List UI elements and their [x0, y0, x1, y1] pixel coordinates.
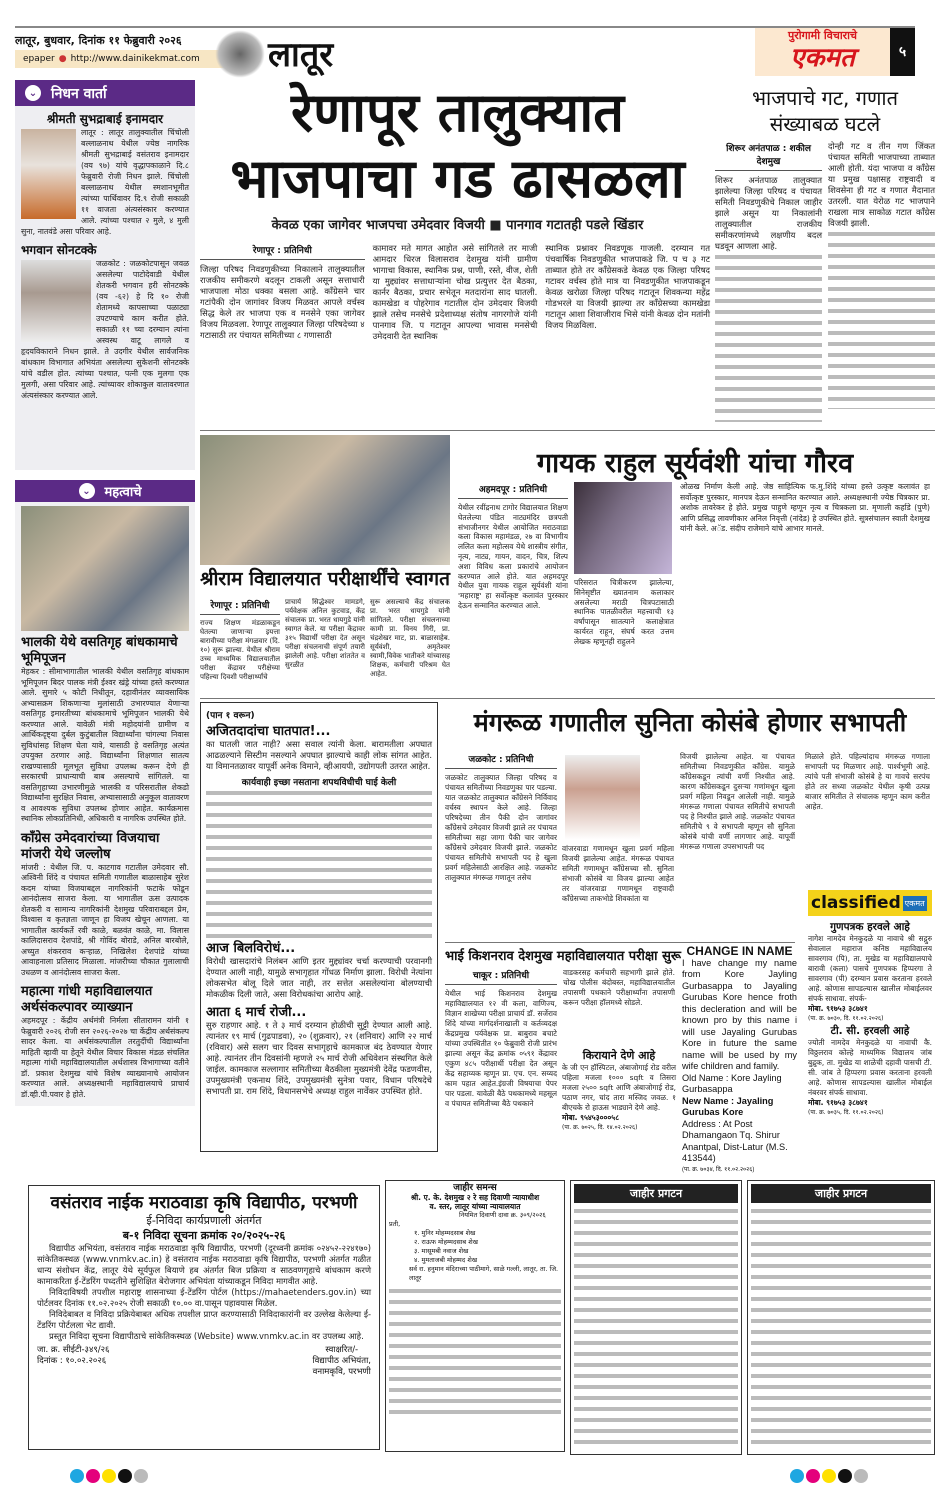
bhai-headline: भाई किशनराव देशमुख महाविद्यालयात परीक्षा सुरू [445, 949, 681, 964]
continued-label: (पान १ वरून) [206, 711, 255, 721]
tender-text: निविदाविषयी तपशील महाराष्ट्र शासनाच्या ई-टेंडरिंग पोर्टल (https://mahaetenders.gov.in) च्या पोर्टलवर दिनांक ११.०२.२०२५ रोजी सकाळी १०.०० वा.पासून पहावयास मिळेल. [37, 1287, 371, 1308]
color-registration-marks [790, 1468, 870, 1487]
color-registration-marks [70, 1468, 150, 1487]
mangrul-col-2: वांजरवाडा गणामधून खुला प्रवर्ग महिला विजयी झालेल्या आहेत. मंगरूळ पंचायत समिती गणामधून काँग्रेसच्या सौ. सुनिता संभाजी कोसंबे या विजय झाल्या आहेत तर वांजरवाडा गणामधून राष्ट्रवादी काँग्रेसच्या ताकभोडे शिवकांता या [562, 844, 674, 903]
lead-col-1: जिल्हा परिषद निवडणुकीच्या निकालाने तालुक्यातील राजकीय समीकरणे बदलून टाकली असून सत्ताधारी भाजपाला मोठा धक्का बसला आहे. काँग्रेसने चार गटांपैकी दोन जागांवर विजय मिळवत आपले वर्चस्व सिद्ध केले तर भाजपा एक व मनसेने एका जागेवर विजय मिळवला. रेणापूर तालुक्यात जिल्हा परिषदेच्या ४ गटासाठी तर पंचायत समितीच्या ८ गणासाठी [200, 264, 365, 340]
tender-sign: वनामकृवि, परभणी [312, 1367, 371, 1377]
dateline: लातूर, बुधवार, दिनांक ११ फेब्रुवारी २०२६ [15, 34, 182, 47]
new-name: New Name : Jayaling Gurubas Kore [682, 1095, 774, 1117]
tender-sign: विद्यापीठ अभियंता, [312, 1356, 371, 1366]
tender-sub1: ई-निविदा कार्यप्रणाली अंतर्गत [146, 1214, 262, 1227]
cont-text: सुरु राहणार आहे. १ ते ३ मार्च दरम्यान होळीची सुट्टी देण्यात आली आहे. त्यानंतर १९ मार्च (गुढपाडवा), २० (शुक्रवार), २१ (शनिवार) आणि २२ मार्च (रविवार) असे सलग चार दिवस सभागृहाचे कामकाज बंद ठेवण्यात येणार आहे. त्यानंतर तीन दिवसांनी म्हणजे २५ मार्च रोजी अधिवेशन संस्थगित केले जाईल. कामकाज सल्लागार समितीच्या बैठकीला मुख्यमंत्री देवेंद्र फडणवीस, उपमुख्यमंत्री एकनाथ शिंदे, उपमुख्यमंत्री सुनेत्रा पवार, विधान परिषदेचे सभापती प्रा. राम शिंदे, विधानसभेचे अध्यक्ष राहुल नार्वेकर उपस्थित होते. [206, 1020, 432, 1096]
left-column [15, 80, 195, 1106]
classified-text: ज्योती नामदेव मेनकुदळे या नावाची कै. विठ्ठलराव कोल्हे माध्यमिक विद्यालय जांब बुद्रुक, ता. मुखेड या शाळेची दहावी पासची टी. सी. जांब ते हिप्परगा प्रवास करताना हरवली आहे. कोणास सापडल्यास खालील मोबाईल नंबरवर संपर्क साधावा. [808, 1038, 932, 1097]
page-number: ५ [890, 28, 915, 76]
lead-headline-line2: भाजपाचा गड ढासळला [230, 147, 685, 210]
singer-col-1 [458, 482, 568, 696]
name-change-ad [682, 944, 797, 1173]
brand-tagline: पुरोगामी विचाराचे [787, 29, 858, 42]
brand-logo [755, 28, 890, 76]
tender-sub2: ब-१ निविदा सूचना क्रमांक २०/२०२५-२६ [122, 1229, 286, 1242]
summons-to: प्रती, [389, 1220, 401, 1228]
tender-text: प्रस्तुत निविदा सूचना विद्यापीठाचे सांकेतिकस्थळ (Website) www.vnmkv.ac.in वर उपलब्ध आहे. [49, 1331, 364, 1341]
bhai-col-2: वाडकरसह कर्मचारी सहभागी झाले होते. चोख पोलीस बंदोबस्त, महाविद्यालयातील तपासणी पथकाने परीक्षार्थ्यांना तपासणी करून परीक्षा हॉलमध्ये सोडले. [563, 968, 675, 1007]
divider [200, 430, 935, 431]
classified-phone: मोबा. ९१७५३ ३८७४१ [808, 1098, 868, 1107]
epaper-label: epaper [23, 54, 55, 64]
address: Address : At Post Dhamangaon Tq. Shirur Anantpal, Dist-Latur (M.S. 413544) [682, 1118, 788, 1163]
byline: रेणापूर : प्रतिनिधी [200, 598, 280, 615]
obit-name-2: भगवान सोनटक्के [21, 243, 97, 257]
summons-party: १. मुनिर मोहम्मदसाब शेख [414, 1229, 476, 1237]
summons-party: ३. मासूमबी नवाज शेख [414, 1247, 469, 1255]
story-text: मांजरी : येथील जि. प. काटगाव गटातील उमेदवार सौ. अश्विनी शिंदे व पंचायत समिती गणातील बाळासाहेब सुरेश कदम यांच्या विजयाबद्दल नागरिकांनी फटाके फोडून आनंदोत्सव साजरा केला. या भागातील ऊस उत्पादक शेतकरी व सामान्य नागरिकांनी देशमुख परिवाराबद्दल प्रेम, विश्वास व कृतज्ञता जाणून हा विजय खेचून आणला. या भागातील कार्यकर्ते रवी काळे, बळवंत काळे, मा. विलास कालिदासराव देशपांडे, श्री गोविंद बोराडे, अनिल बारबोले, अच्युत शंकरराव कऱ्हाळ, निखिलेश देशपांडे यांच्या आवाहनाला प्रतिसाद मिळाला. मांजरीच्या चौकात गुलालाची उधळण व आनंदोत्सव साजरा केला. [21, 862, 189, 977]
summons-case: नियमित दिवाणी दावा क्र. ३०९/२०२६ [459, 1211, 546, 1219]
lead-col-3: स्थानिक प्रश्नावर निवडणूक गाजली. दरम्यान गत पंचवार्षिक निवडणुकीत भाजपाकडे जि. प च ३ गट ताब्यात होते तर काँग्रेसकडे केवळ एक जिल्हा परिषद गटावर वर्चस्व होते मात्र या निवडणुकीत भाजपाकडून केवळ खरोळा जिल्हा परिषद गटातून शिवकन्या महेंद्र गोडभरले या विजयी झाल्या तर काँग्रेसच्या कामखेडा गटातून आशा शिवाजीराव भिसे यांनी केवळ दोन मतांनी विजय मिळविला. [545, 243, 710, 330]
continued-box [200, 702, 438, 1152]
notice-title: जाहीर प्रगटन [751, 1184, 931, 1203]
obit-text-2: जळकोट : जळकोटपासून जवळ असलेल्या पाटोदेवाडी येथील शेतकरी भगवान हरी सोनटक्के (वय -६२) हे दि १० रोजी शेतामध्ये कापसाच्या पळाट्या उपटण्याचे काम करीत होते. सकाळी ११ च्या दरम्यान त्यांना अस्वस्थ वाटू लागले व हृदयविकाराने निधन झाले. ते उदगीर येथील सार्वजनिक बांधकाम विभागात अभियंता असलेल्या सुकेशनी सोनटक्के यांचे वडील होत. त्यांच्या पश्चात, पत्नी एक मुलगा एक मुलगी, असा परिवार आहे. त्यांच्यावर शोकाकुल वातावरणात अंत्यसंस्कार करण्यात आले. [21, 259, 189, 400]
obit-text-1: लातूर : लातूर तालुक्यातील चिंचोली बल्लाळनाथ येथील ज्येष्ठ नागरिक श्रीमती सुभद्राबाई वसंतराव इनामदार (वय ९७) यांचे वृद्धापकाळाने दि.८ फेब्रुवारी रोजी निधन झाले. चिंचोली बल्लाळनाथ येथील स्मशानभूमीत त्यांच्या पार्थिवावर दि.९ रोजी सकाळी ११ वाजता अंत्यसंस्कार करण्यात आले. त्यांच्या पश्चात २ मुले, ४ मुली सुना, नातवंडे असा परिवार आहे. [21, 128, 189, 236]
important-title: महत्वाचे [104, 485, 142, 500]
singer-headline: गायक राहुल सूर्यवंशी यांचा गौरव [536, 448, 854, 479]
classified-logo [808, 890, 932, 916]
ad-ref: (पा. क्र. ७०३४, दि. ११.०२.२०२६) [682, 1166, 755, 1173]
public-notice-ad [570, 1180, 742, 1455]
summons-court: व. स्तर, लातूर यांच्या न्यायालयात [429, 1202, 521, 1211]
cont-headline: अजितदादांचा घातपात!... [206, 724, 331, 739]
shriram-headline: श्रीराम विद्यालयात परीक्षार्थींचे स्वागत [200, 568, 450, 590]
cont-headline: आज बिलविरोधं... [206, 941, 296, 956]
side-lead [715, 85, 935, 425]
summons-ad [385, 1180, 565, 1452]
cont-text: का घातली जात नाही? असा सवाल त्यांनी केला. बारामतीला अपघात आढळल्याने सिस्टीम नसल्याने अपघात झाल्याचे काही लोक सांगत आहेत. या विमानतळावर यापूर्वी अनेक विमाने, व्हीआयपी, उद्योगपती उतरत आहेत. [206, 739, 432, 771]
rent-phone: मोबा. ९५४५३०००५८ [562, 1113, 620, 1122]
mangrul-col-1-text: जळकोट तालुक्यात जिल्हा परिषद व पंचायत समितीच्या निवडणुका पार पडल्या. यात जळकोट तालुक्यात काँग्रेसने निर्विवाद वर्चस्व स्थापन केले आहे. जिल्हा परिषदेच्या तीन पैकी दोन जागांवर काँग्रेसचे उमेदवार विजयी झाले तर पंचायत समितीच्या सहा जागा पैकी चार जागेवर काँग्रेसचे उमेदवार विजयी झाले. जळकोट पंचायत समितीचे सभापती पद हे खुला प्रवर्ग महिलेसाठी आरक्षित आहे. जळकोट तालुक्यात मंगरूळ गणातून तसेच [445, 773, 557, 882]
classified-text: नागेश नामदेव मेनकुदळे या नावाचे श्री सद्गुरु सेवालाल महाराज कनिष्ठ महाविद्यालय सावरगाव (पि), ता. मुखेड या महाविद्यालयाचे बारावी (कला) पासचे गुणपत्रक हिप्परगा ते सावरगाव (पी) दरम्यान प्रवास करताना हरवले आहे. कोणास सापडल्यास खालील मोबाईलवर संपर्क साधावा. संपर्क- [808, 934, 932, 1003]
divider [200, 698, 935, 699]
chevron-down-icon: ⌄ [79, 483, 95, 499]
byline: रेणापूर : प्रतिनिधी [200, 243, 365, 260]
byline: चाकूर : प्रतिनिधी [445, 968, 557, 985]
exam-welcome-photo [200, 435, 450, 565]
side-lead-headline: भाजपाचे गट, गणात संख्याबळ घटले [751, 86, 899, 136]
summons-court: श्री. ए. के. देशमुख २ रे सह दिवाणी न्यायाधीश [410, 1193, 540, 1202]
lead-subheadline: केवळ एका जागेवर भाजपचा उमेदवार विजयी ■ पानगाव गटातही पडले खिंडार [271, 218, 644, 233]
story-text: मेहकर : सीमाभागातील भालकी येथील वसतिगृह बांधकाम भूमिपूजन बिदर पालक मंत्री ईश्वर खंड्रे यांच्या हस्ते करण्यात आले. सुमारे ५ कोटी निधीतून, दहावीनंतर व्यावसायिक अभ्यासक्रम शिकणाऱ्या मुलांसाठी उभारण्यात येणाऱ्या वसतिगृह इमारतीच्या बांधकामाचे भूमिपूजन भालकी येथे करण्यात आले. यावेळी मंत्री महोदयांनी ग्रामीण व आर्थिकदृष्ट्या दुर्बल कुटुंबातील विद्यार्थ्यांना चांगल्या निवास सुविधांसह शिक्षण घेता यावे, यासाठी हे वसतिगृह अत्यंत उपयुक्त ठरणार आहे. विद्यार्थ्यांना शिक्षणात सातत्य राखण्यासाठी मूलभूत सुविधा उपलब्ध करून देणे ही सरकारची प्राधान्याची बाब असल्याचे सांगितले. या वसतिगृहाच्या उभारणीमुळे भालकी व परिसरातील शेकडो विद्यार्थ्यांना सुरक्षित निवास, अभ्यासासाठी अनुकूल वातावरण व आवश्यक सुविधा उपलब्ध होणार आहेत. कार्यक्रमास स्थानिक लोकप्रतिनिधी, अधिकारी व नागरिक उपस्थित होते. [21, 667, 189, 823]
tender-ad [28, 1185, 380, 1450]
divider [445, 942, 795, 943]
hostel-ceremony-photo [21, 506, 189, 631]
tender-text: निविदेबाबत व निविदा प्रक्रियेबाबत अधिक तपशील प्राप्त करण्यासाठी निविदाकारांनी वर उल्लेख केलेल्या ई-टेंडरिंग पोर्टलला भेट द्यावी. [37, 1309, 371, 1330]
lead-body [200, 243, 710, 425]
mangrul-col-1 [445, 752, 557, 938]
bhai-col-1 [445, 968, 557, 1164]
epaper-link[interactable]: http://www.dainikekmat.com [70, 54, 200, 64]
ad-ref: (पा. क्र. ७०३०, दि. ११.०२.२०२६) [808, 1015, 884, 1022]
tender-date: दिनांक : १०.०२.२०२६ [37, 1356, 107, 1366]
shriram-body [200, 598, 450, 696]
tender-ref: जा. क्र. सीईटी-३४९/२६ [37, 1345, 110, 1355]
lead-headline-line1: रेणापूर तालुक्यात [290, 81, 625, 144]
classified-phone: मोबा. ९१७५३ ३८७४१ [808, 1004, 868, 1013]
epaper-bar[interactable] [15, 50, 240, 68]
summons-party: ४. मुमताजबी मोहम्मद शेख [414, 1256, 478, 1264]
summons-address: सर्व रा. हनुमान मंदिराच्या पाठीमागे, साळे गल्ली, लातूर, ता. जि. लातूर [409, 1265, 559, 1282]
old-name: Old Name : Kore Jayling Gurbasappa [682, 1072, 782, 1094]
singer-col-2: परिसरात चित्रीकरण झालेल्या, सिनेसृष्टीत ख्यातनाम कलाकार असलेल्या मराठी चित्रपटासाठी स्थानिक पातळीवरील महत्त्वाची १३ वर्षांपासून सातत्याने कलाक्षेत्रात कार्यरत राहून, संघर्ष करत उत्तम लेखक म्हणूनही राहुलने [574, 578, 674, 646]
ad-ref: (पा. क्र. ७०३५, दि. ११.०२.२०२६) [808, 1109, 884, 1116]
story-title: भालकी येथे वसतिगृह बांधकामाचे भूमिपूजन [21, 635, 178, 666]
tender-title: वसंतराव नाईक मराठवाडा कृषि विद्यापीठ, परभणी [50, 1193, 358, 1213]
summons-title: जाहीर समन्स [453, 1183, 497, 1193]
classified-logo-brand: एकमत [903, 896, 927, 911]
classified-list [808, 920, 932, 1170]
important-header [15, 480, 195, 502]
name-change-title: CHANGE IN NAME [686, 944, 793, 958]
cont-headline: आता ६ मार्च रोजी... [206, 1005, 307, 1020]
cont-text: विरोधी खासदारांचे निलंबन आणि इतर मुद्द्यांवर चर्चा करण्याची परवानगी देण्यात आली नाही, यामुळे सभागृहात गोंधळ निर्माण झाला. विरोधी नेत्यांना लोकसभेत बोलू दिले जात नाही, तर सत्तेत असलेल्यांना बोलण्याची मोकळीक दिली जाते, असा विरोधकांचा आरोप आहे. [206, 956, 432, 999]
edition-title: लातूर [268, 35, 334, 75]
obit-entry-2 [21, 258, 189, 401]
important-panel [15, 480, 195, 1106]
globe-icon: ● [58, 54, 67, 64]
public-notice-ad [747, 1180, 935, 1455]
mangrul-col-3: विजयी झालेल्या आहेत. या पंचायत समितीच्या निवडणुकीत काँग्रेस. यामुळे काँग्रेसकडून त्यांची वर्णी निश्चीत आहे. कारण काँग्रेसकडून दुसऱ्या गणांमधून खुला प्रवर्ग महिला निवडून आलेली नाही. यामुळे मंगरूळ गणाला पंचायत समितीचे सभापती पद हे निश्चीत झाले आहे. जळकोट पंचायत समितीचे ९ वे सभापती म्हणून सौ सुनिता कोसंबे यांची वर्णी लागणार आहे. यापूर्वी मंगरूळ गणाला उपसभापती पद [680, 752, 795, 851]
tender-sign: स्वाक्षरित/- [325, 1345, 359, 1355]
shriram-col-2: प्राचार्य सिद्धेश्वर मामडगे, पर्यवेक्षक अनिल कुटवाड, केंद्र संचालक प्रा. भरत धायगुडे यांनी स्वागत केले. या परीक्षा केंद्रावर ३१५ विद्यार्थी परीक्षा देत असून परीक्षा संचलनाची संपूर्ण तयारी झालेली आहे. परीक्षा शांततेत व सुरळीत [285, 598, 365, 669]
ad-ref: (पा. क्र. ७०२५, दि. १४.०२.२०२६) [562, 1124, 638, 1131]
singer-photo [574, 482, 672, 574]
obit-entry-1 [21, 127, 189, 237]
shriram-col-3: सुरू असल्याचे केंद्र संचालक प्रा. भरत धायगुडे यांनी सांगितले. परीक्षा संचलनाच्या कामी प्रा. विनय गिरी, प्रा. चंद्रशेखर माट, प्रा. बाळासाहेब. सूर्यवंशी, अमृतेश्वर स्वामी,विवेक भातीकरे यांच्यासह शिक्षक, कर्मचारी परिश्रम घेत आहेत. [370, 598, 450, 678]
rent-title: किरायाने देणे आहे [582, 1049, 656, 1062]
summons-party: २. राऊफ मोहम्मदसाब शेख [414, 1238, 478, 1246]
side-lead-col-1: शिरूर अनंतपाळ तालुक्यात झालेल्या जिल्हा परिषद व पंचायत समिती निवडणुकीचे निकाल जाहीर झाले असून या निकालांनी तालुक्यातील राजकीय समीकरणांमध्ये लक्षणीय बदल घडवून आणला आहे. [715, 175, 822, 251]
byline: जळकोट : प्रतिनिधी [445, 752, 557, 769]
mangrul-headline: मंगरूळ गणातील सुनिता कोसंबे होणार सभापती [473, 708, 907, 737]
rent-ad [562, 1048, 676, 1166]
side-lead-col-2: दोन्ही गट व तीन गण जिंकत पंचायत समिती भाजपाच्या ताब्यात आली होती. यंदा भाजपा व काँग्रेस या प्रमुख पक्षासह राष्ट्रवादी व शिवसेना ही गट व गणात मैदानात उतरली. यात येरोळ गट भाजपाने राखला मात्र साकोळ गटात काँग्रेस विजयी झाली. [828, 141, 935, 228]
singer-col-1-text: येथील रवींद्रनाथ टागोर विद्यालयात शिक्षण घेतलेल्या पंडित नाट्यमंदिर छत्रपती संभाजीनगर येथील आयोजित मराठवाडा कला विकास महामंडळ, २७ वा विभागीय ललित कला महोत्सव येथे शास्त्रीय संगीत, नृत्य, नाट्य, गायन, वादन, चित्र, शिल्प अशा विविध कला प्रकारांचे आयोजन करण्यात आले होते. यात अहमदपूर येथील युवा गायक राहुल सूर्यवंशी यांना 'महाराष्ट्र' हा सर्वोत्कृष्ट कलावंत पुरस्कार देऊन सन्मानित करण्यात आले. [458, 503, 568, 610]
name-change-text: I have change my name from Kore Jayling Gurbasappa to Jayaling Gurubas Kore hence froth this decleration and will be known pro by this name i will use Jayaling Gurubas Kore in future the same name will be used by my wife children and family. [682, 957, 797, 1071]
story-text: अहमदपूर : केंद्रीय अर्थमंत्री निर्मला सीतारामन यांनी १ फेब्रुवारी २०२६ रोजी सन २०२६-२०२७ चा केंद्रीय अर्थसंकल्प सादर केला. या अर्थसंकल्पातील तरतुदींची विद्यार्थ्यांना माहिती व्हावी या हेतूने येथील विचार विकास मंडळ संचलित महात्मा गांधी महाविद्यालयातील अर्थशास्त्र विभागाच्या वतीने डॉ. प्रकाश देशमुख यांचे विशेष व्याख्यानाचे आयोजन करण्यात आले. अध्यक्षस्थानी महाविद्यालयाचे प्राचार्य डॉ.व्ही.पी.पवार हे होते. [21, 1016, 189, 1099]
lead-headline [200, 80, 715, 212]
tender-text: विद्यापीठ अभियंता, वसंतराव नाईक मराठवाडा कृषि विद्यापीठ, परभणी (दूरध्वनी क्रमांक ०२४५२-२२४१७०) सांकेतिकस्थळ (www.vnmkv.ac.in) हे वसंतराव नाईक मराठवाडा कृषि विद्यापीठ, परभणी अंतर्गत गळीत धान्य संशोधन केंद्र, लातूर येथे सूर्यफुल बियाणे हब अंतर्गत बिज प्रक्रिया व साठवणगृहाचे बांधकाम करणे कामाकरिता ई-टेंडरिंग पध्दतीने सुशिक्षित बेरोजगार अभियंता यांच्याकडून निविदा मागवीत आहे. [37, 1243, 371, 1286]
sunita-photo [565, 755, 640, 840]
obit-photo-2 [21, 260, 91, 342]
mangrul-col-4: मिळाले होते. पहिल्यांदाच मंगरूळ गणाला सभापती पद मिळणार आहे. पार्श्वभूमी आहे. त्यांचे पती संभाजी कोसंबे हे या गावचे सरपंच होते तर सध्या जळकोट येथील कृषी उत्पन्न बाजार समितीत ते संचालक म्हणून काम करीत आहेत. [805, 752, 930, 811]
byline: शिरूर अनंतपाळ : शकील देशमुख [715, 141, 822, 171]
byline: अहमदपूर : प्रतिनिधी [458, 482, 568, 499]
classified-title: गुणपत्रक हरवले आहे [830, 921, 910, 933]
obituary-title: निधन वार्ता [51, 85, 107, 102]
latur-map-logo [215, 30, 265, 78]
classified-logo-text: classified [811, 893, 901, 913]
obituary-panel [15, 80, 195, 470]
obit-name-1: श्रीमती सुभद्राबाई इनामदार [46, 112, 164, 126]
brand-name: एकमत [790, 43, 855, 73]
story-title: महात्मा गांधी महाविद्यालयात अर्थसंकल्पावर व्याख्यान [21, 984, 153, 1015]
bhai-col-1-text: येथील भाई किशनराव देशमुख महाविद्यालयात १२ वी कला, वाणिज्य, विज्ञान शाखेच्या परीक्षा प्राचार्य डॉ. सर्जेराव शिंदे यांच्या मार्गदर्शनाखाली व कर्तव्यदक्ष केंद्रप्रमुख पर्यवेक्षक प्रा. बाबुराव बचाटे यांच्या उपस्थितीत १० फेब्रुवारी रोजी प्रारंभ झाल्या असून केंद्र क्रमांक ०५९१ केंद्रावर एकुण ४८५ परीक्षार्थी परीक्षा देत असून केंद्र सहाय्यक म्हणून प्रा. एच. एन. सय्यद काम पहात आहेत.इंग्रजी विषयाचा पेपर पार पडला. यावेळी बैठे पथकामध्ये महसूल व पंचायत समितीच्या बैठे पथकाने [445, 989, 557, 1108]
shriram-col-1: राज्य शिक्षण मंडळाकडून घेतल्या जाणाऱ्या इयत्ता बारावीच्या परीक्षा मंगळवार (दि. १०) सुरू झाल्या. येथील श्रीराम उच्च माध्यमिक विद्यालयातील परीक्षा केंद्रावर परीक्षेच्या पहिल्या दिवशी परीक्षार्थ्यांचे [200, 619, 280, 681]
classified-title: टी. सी. हरवली आहे [830, 1025, 910, 1037]
chevron-down-icon: ⌄ [25, 85, 41, 101]
obit-photo-1 [21, 129, 76, 219]
obituary-header [15, 80, 195, 106]
story-title: काँग्रेस उमेदवारांच्या विजयाचा मांजरी येथे जल्लोष [21, 830, 160, 862]
notice-title: जाहीर प्रगटन [574, 1184, 738, 1203]
rent-text: के जी एन हॉस्पिटल, अंबाजोगाई रोड वरील पहिला मजला १००० sqft व तिसरा मजला २५०० sqft आणि अंबाजोगाई रोड, पठाण नगर, चांद तारा मस्जिद जवळ. १ बीएचके रो हाऊस भाड्याने देणे आहे. [562, 1063, 676, 1112]
lead-col-2: कामावर मते मागत आहोत असे सांगितले तर माजी आमदार धिरज विलासराव देशमुख यांनी ग्रामीण भागाचा विकास, स्थानिक प्रश्न, पाणी, रस्ते, वीज, शेती या मुद्द्यांवर सत्ताधाऱ्यांना चोख प्रत्युत्तर देत बैठका, कार्नर बैठका, प्रचार सभेतून मतदारांना साद घातली. कामखेडा व पोहरेगाव गटातील दोन उमेदवार विजयी झाले तसेच मनसेचे प्रदेशाध्यक्ष संतोष नागरगोजे यांनी पानगाव जि. प गटातून आपल्या भावास मनसेची उमेदवारी देत स्थानिक [372, 243, 538, 341]
cont-subhead: कार्यवाही इच्छा नसताना शपथविधीची घाई केली [241, 778, 397, 788]
singer-col-3: ओळख निर्माण केली आहे. जेष्ठ साहित्यिक फ.मु.शिंदे यांच्या हस्ते उत्कृष्ट कलावंत हा सर्वोत्कृष्ट पुरस्कार, मानपत्र देऊन सन्मानित करण्यात आले. अध्यक्षस्थानी ज्येष्ठ चित्रकार प्रा. अशोक तावरेकर हे होते. प्रमुख पाहुणे म्हणून नृत्य व चित्रकला प्रा. मृणाली कर्हाडे (पुणे) आणि प्रसिद्ध लावणीकार अनिल निवृत्ती (नांदेड) हे उपस्थित होते. सूत्रसंचालन स्वाती देशमुख यांनी केले. अॅड. संदीप राजेमाने यांचे आभार मानले. [680, 482, 930, 533]
